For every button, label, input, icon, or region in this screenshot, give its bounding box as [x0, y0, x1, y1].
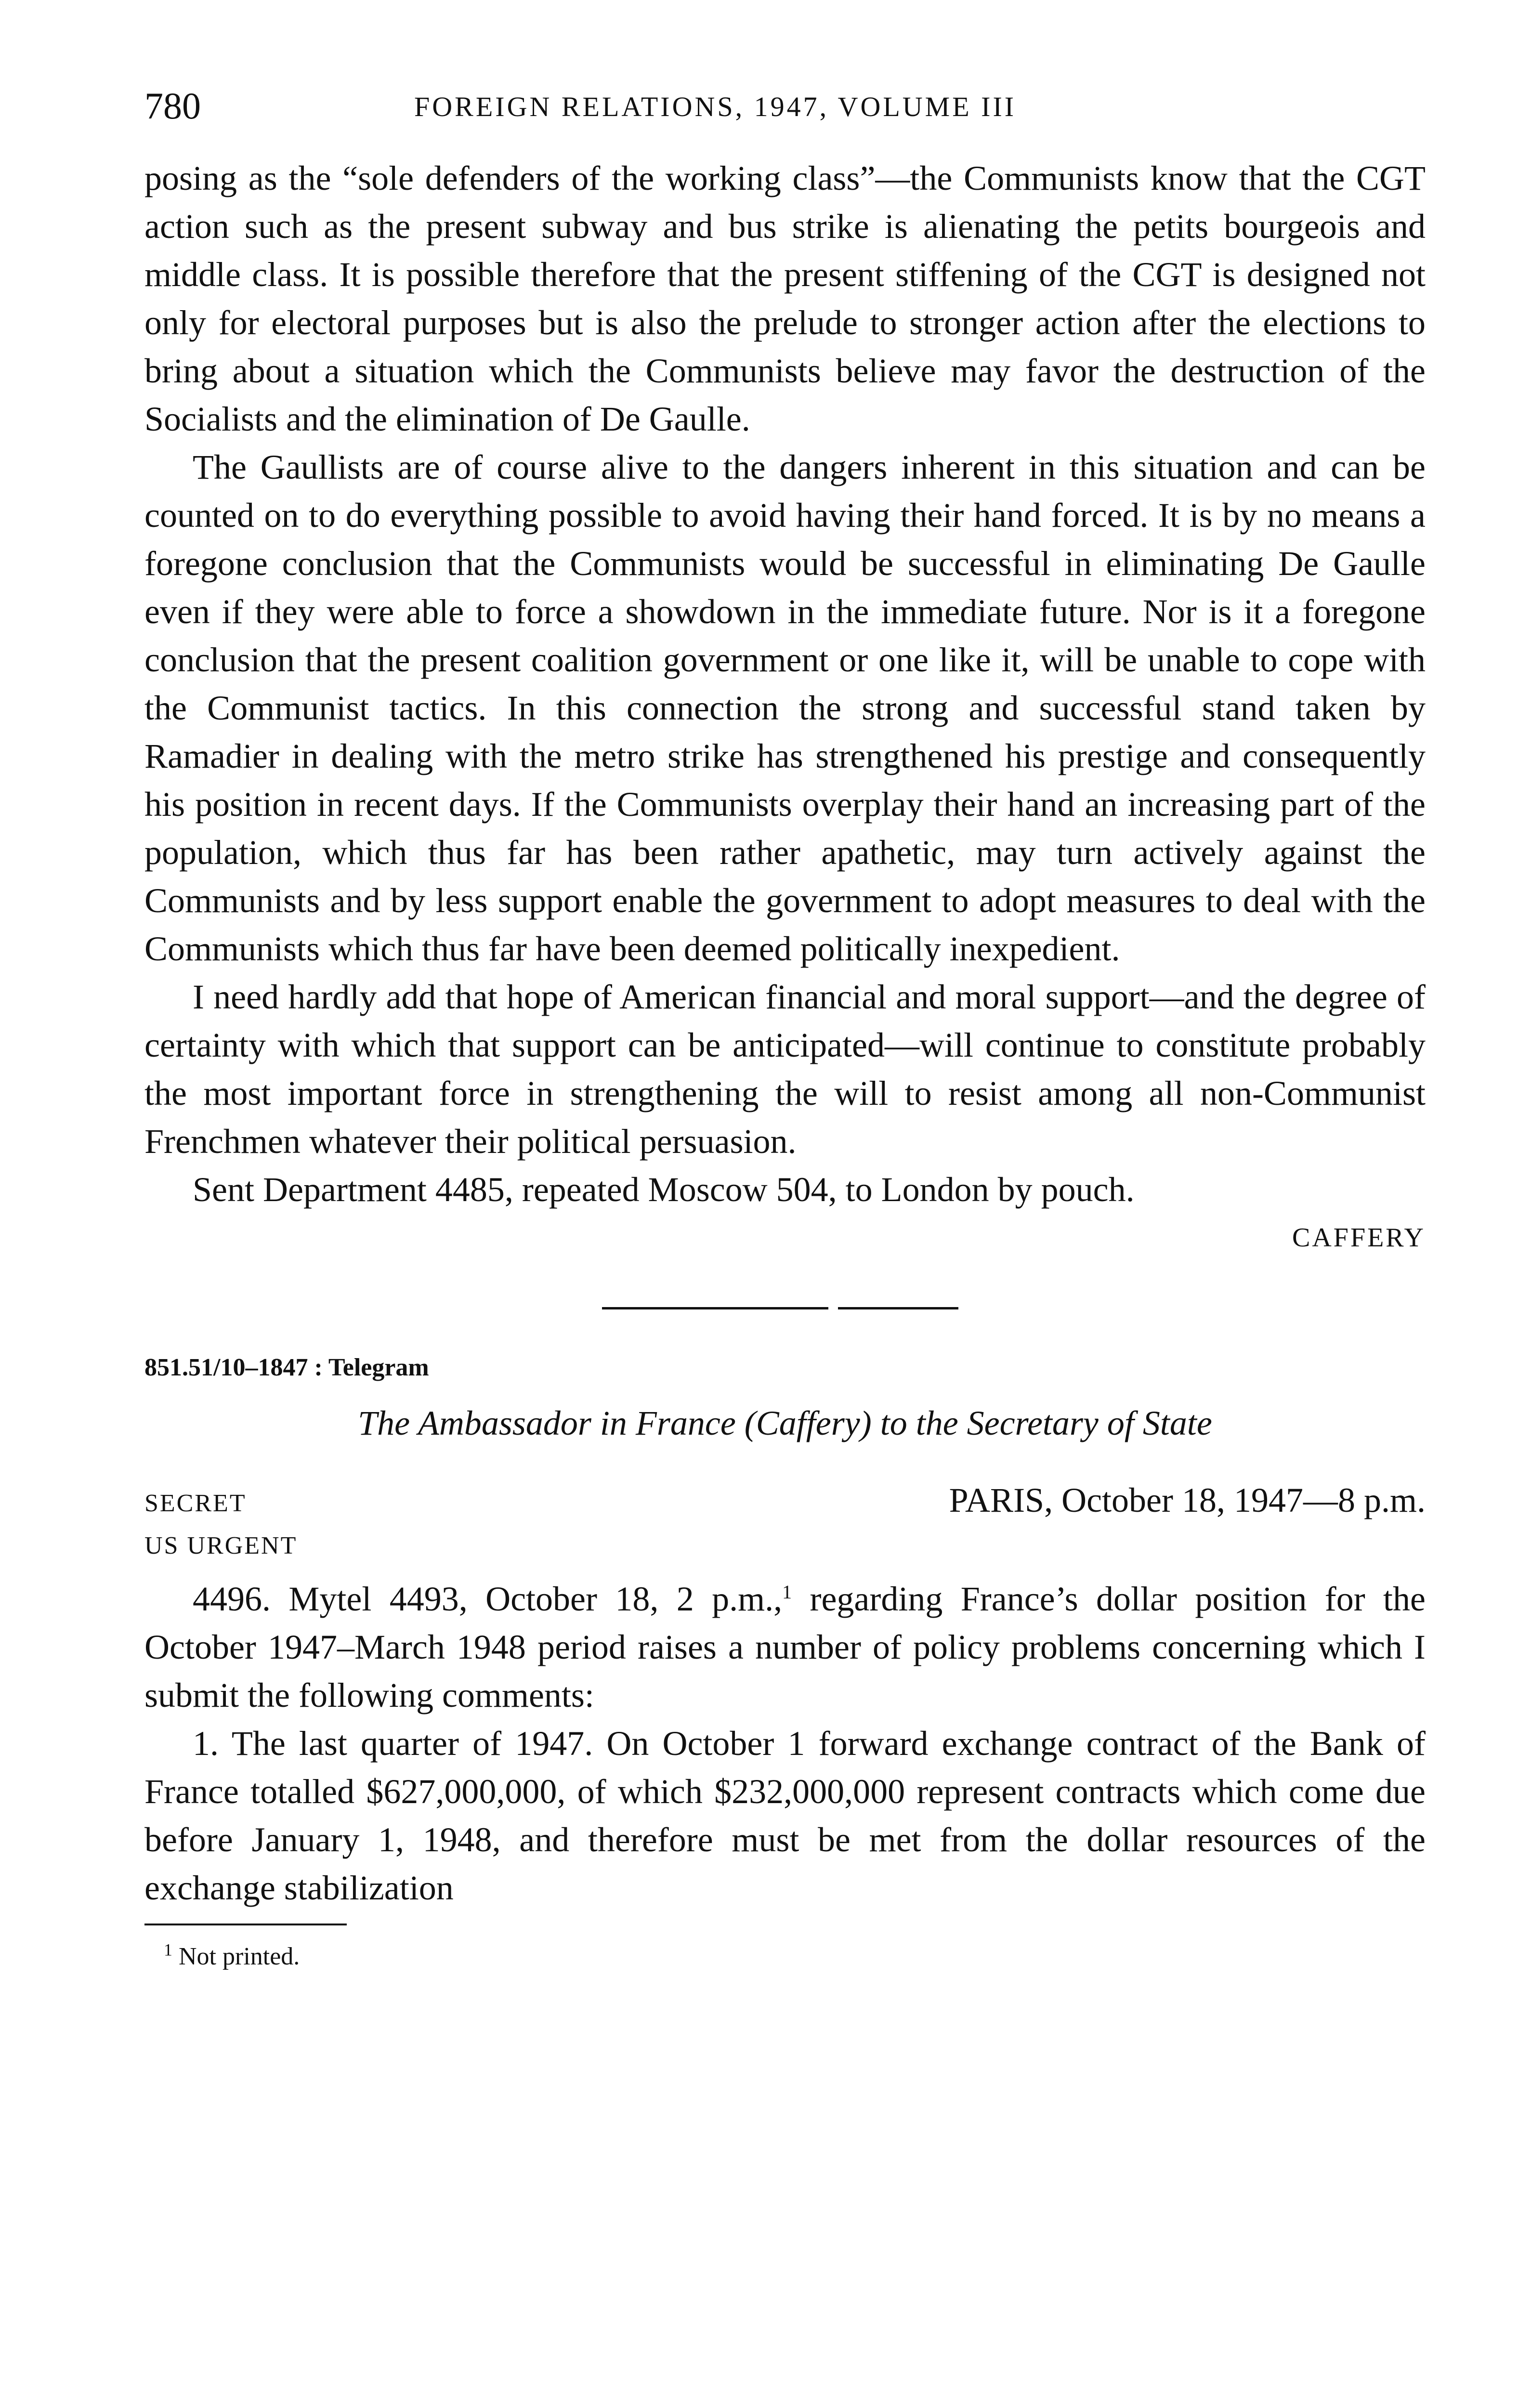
paragraph: Sent Department 4485, repeated Moscow 504, to London by pouch. — [193, 1170, 1135, 1209]
paragraph-text: 4496. Mytel 4493, October 18, 2 p.m., — [193, 1580, 783, 1618]
continued-text — [144, 154, 1426, 1262]
dateline: PARIS, October 18, 1947—8 p.m. — [949, 1481, 1426, 1519]
paragraph — [144, 1575, 1426, 1719]
document-page — [144, 82, 1426, 1978]
file-reference: 851.51/10–1847 : Telegram — [144, 1354, 429, 1381]
footnote — [144, 1935, 1426, 1978]
running-head: FOREIGN RELATIONS, 1947, VOLUME III — [414, 91, 1017, 122]
footnote-marker: 1 — [782, 1581, 792, 1603]
urgency-label: US URGENT — [144, 1532, 298, 1559]
footnote-number: 1 — [164, 1940, 172, 1960]
paragraph: 1. The last quarter of 1947. On October 1 forward exchange contract of the Bank of France totalled $627,000,000, of which $232,000,000 represent contracts which come due before January 1, 1948, and therefore must be met from the dollar resources of the exchange stabilization — [144, 1724, 1426, 1907]
paragraph: I need hardly add that hope of American financial and moral support—and the degree of certainty with which that support can be anticipated—will continue to constitute probably the most important force in strengthening the will to resist among all non-Communist Frenchmen whatever their political persuasion. — [144, 978, 1426, 1161]
signature: CAFFERY — [1292, 1223, 1426, 1253]
classification-label: SECRET — [144, 1490, 247, 1517]
footnote-text: Not printed. — [179, 1943, 300, 1970]
paragraph-text: regarding France’s dollar position for the October 1947–March 1948 period raises a number of policy problems concerning which I submit the following comments: — [144, 1580, 1426, 1714]
paragraph: posing as the “sole defenders of the working class”—the Communists know that the CGT action such as the present subway and bus strike is alienating the petits bourgeois and middle class. It is possible therefore that the present stiffening of the CGT is designed not only for electoral purposes but is also the prelude to stronger action after the elections to bring about a situation which the Communists believe may favor the destruction of the Socialists and the elimination of De Gaulle. — [144, 159, 1426, 438]
document-meta — [144, 1474, 1426, 1527]
divider-rule — [838, 1307, 958, 1309]
page-number: 780 — [144, 85, 201, 127]
document-title: The Ambassador in France (Caffery) to the Secretary of State — [358, 1404, 1212, 1442]
divider-rule — [602, 1307, 828, 1309]
page-header — [144, 82, 1426, 140]
paragraph: The Gaullists are of course alive to the dangers inherent in this situation and can be counted on to do everything possible to avoid having their hand forced. It is by no means a foregone conclusion that the Communists would be successful in eliminating De Gaulle even if they were able to force a showdown in the immediate future. Nor is it a foregone conclusion that the present coalition government or one like it, will be unable to cope with the Communist tactics. In this connection the strong and successful stand taken by Ramadier in dealing with the metro strike has strengthened his prestige and consequently his position in recent days. If the Communists overplay their hand an increasing part of the population, which thus far has been rather apathetic, may turn actively against the Communists and by less support enable the government to adopt measures to deal with the Communists which thus far have been deemed politically inexpedient. — [144, 448, 1426, 968]
section-divider — [144, 1276, 1426, 1334]
footnote-rule — [144, 1924, 347, 1925]
